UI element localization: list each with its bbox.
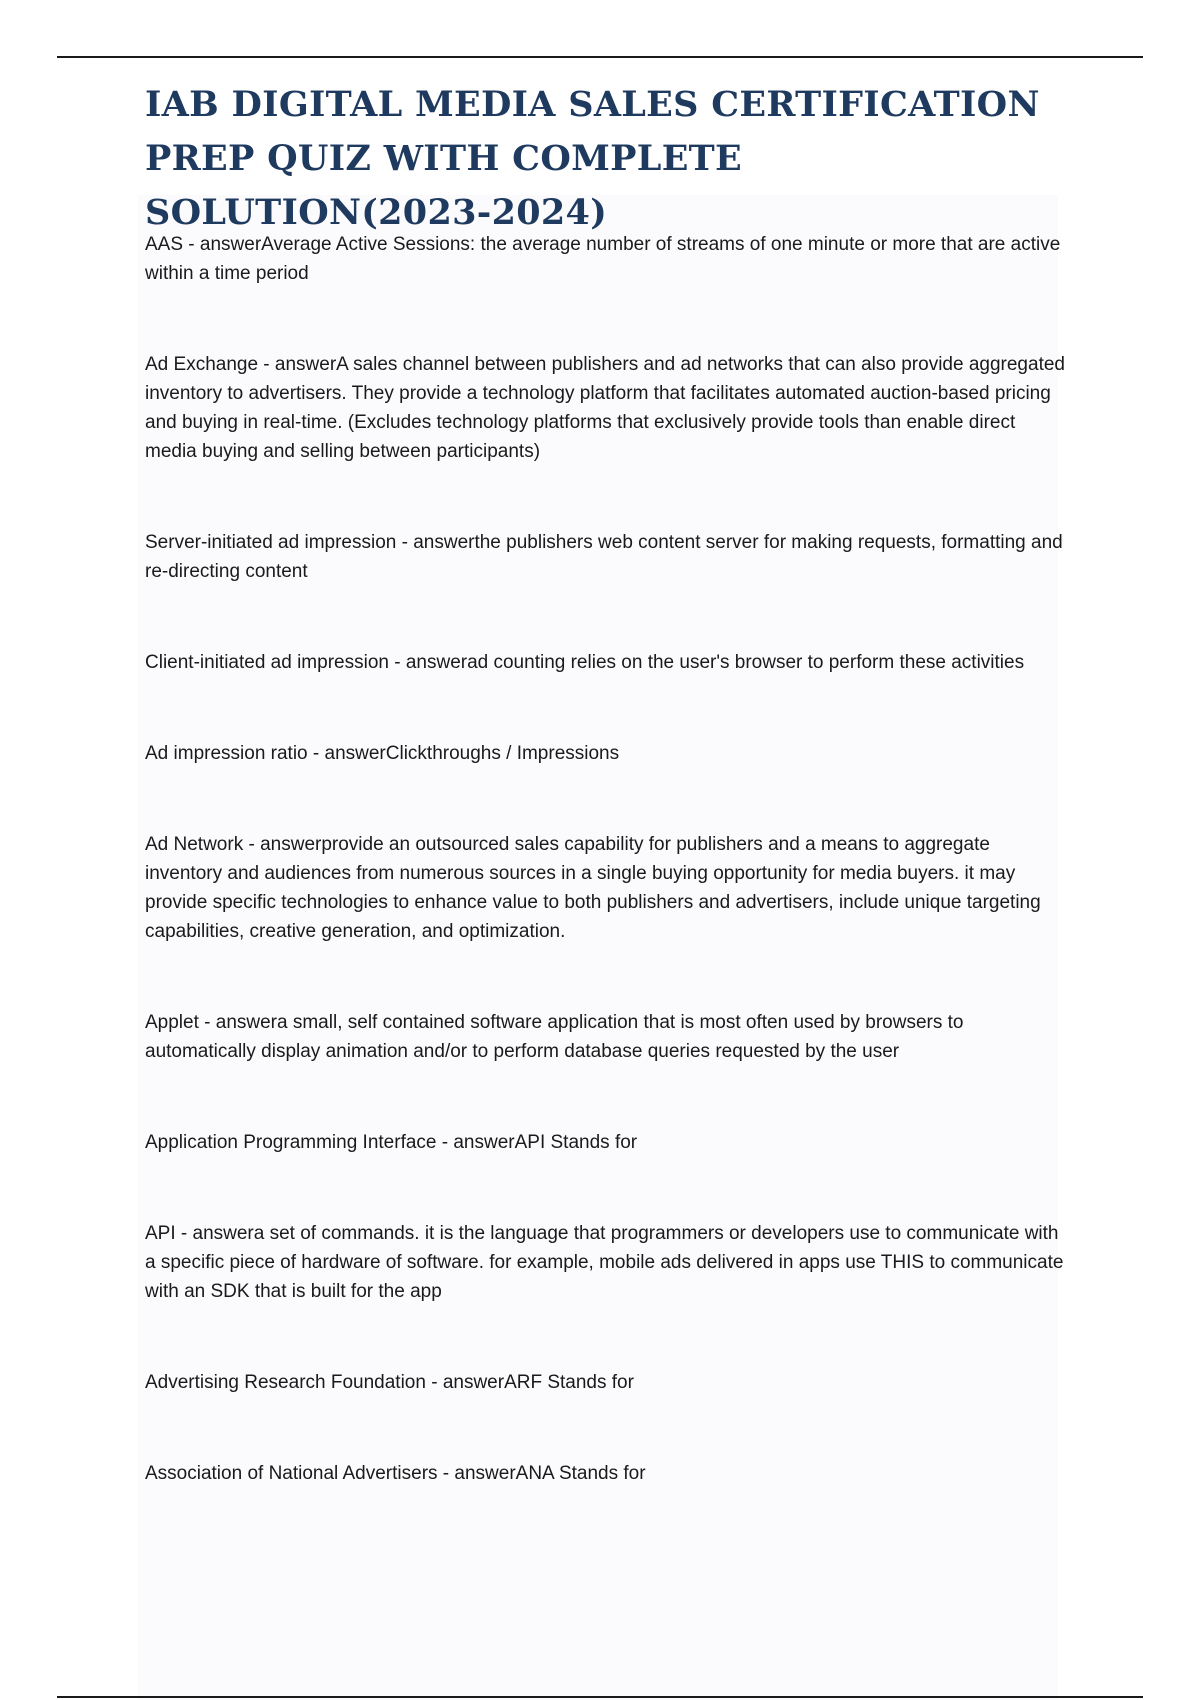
list-item: Ad Network - answerprovide an outsourced sales capability for publishers and a means to aggregate inventory and audiences from numerous sources in a single buying opportunity for media buyers. it may provide specific technologies to enhance value to both publishers and advertisers, include unique targeting capabilities, creative generation, and optimization. [145, 834, 1041, 942]
list-item: Application Programming Interface - answerAPI Stands for [145, 1132, 638, 1153]
list-item: Applet - answera small, self contained software application that is most often used by browsers to automatically display animation and/or to perform database queries requested by the user [145, 1012, 964, 1062]
list-item: Advertising Research Foundation - answerARF Stands for [145, 1372, 634, 1393]
list-item: Client-initiated ad impression - answerad counting relies on the user's browser to perform these activities [145, 652, 1025, 673]
list-item: Ad Exchange - answerA sales channel between publishers and ad networks that can also provide aggregated inventory to advertisers. They provide a technology platform that facilitates automated auction-based pricing and buying in real-time. (Excludes technology platforms that exclusively provide tools than enable direct media buying and selling between participants) [145, 354, 1065, 462]
bottom-rule [57, 1696, 1143, 1698]
list-item: Association of National Advertisers - answerANA Stands for [145, 1463, 646, 1484]
top-rule [57, 56, 1143, 58]
list-item: AAS - answerAverage Active Sessions: the average number of streams of one minute or more that are active within a time period [145, 234, 1061, 284]
list-item: Server-initiated ad impression - answerthe publishers web content server for making requests, formatting and re-directing content [145, 532, 1063, 582]
page-title: IAB DIGITAL MEDIA SALES CERTIFICATION PREP QUIZ WITH COMPLETE SOLUTION(2023-2024) [145, 84, 1040, 233]
list-item: Ad impression ratio - answerClickthroughs / Impressions [145, 743, 620, 764]
entry-list [145, 230, 1065, 1488]
list-item: API - answera set of commands. it is the language that programmers or developers use to communicate with a specific piece of hardware of software. for example, mobile ads delivered in apps use THIS to communicate with an SDK that is built for the app [145, 1223, 1064, 1302]
